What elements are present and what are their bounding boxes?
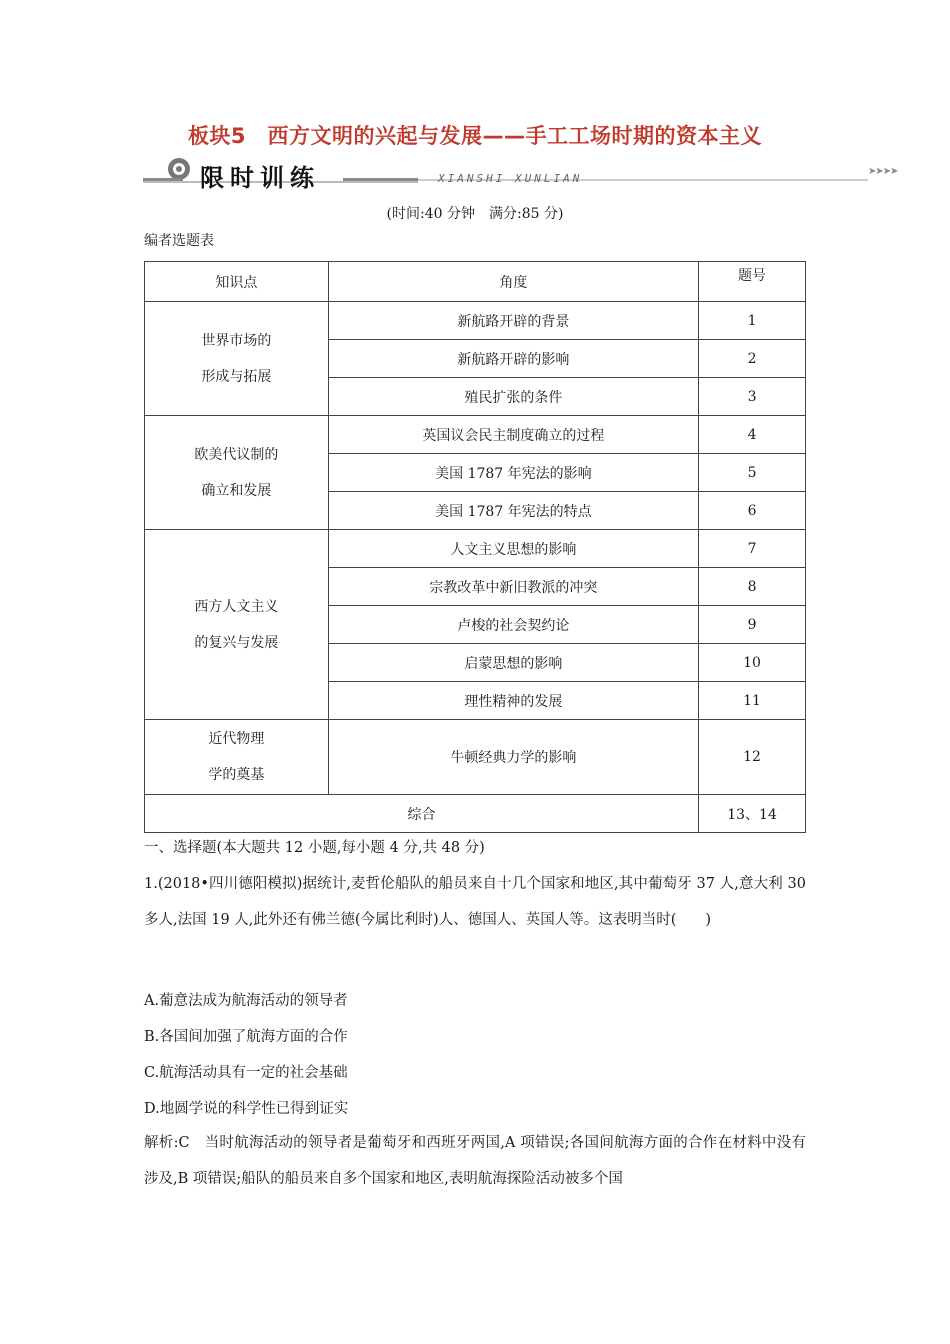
knowledge-line: 形成与拓展 xyxy=(201,368,272,385)
option-a: A.葡意法成为航海活动的领导者 xyxy=(144,993,348,1009)
angle-cell: 美国 1787 年宪法的特点 xyxy=(328,492,698,530)
angle-cell: 理性精神的发展 xyxy=(328,682,698,720)
knowledge-cell xyxy=(145,416,329,530)
angle-cell: 美国 1787 年宪法的影响 xyxy=(328,454,698,492)
page-title: 板块5 西方文明的兴起与发展——手工工场时期的资本主义 xyxy=(187,124,763,148)
table-row xyxy=(145,720,806,795)
knowledge-line: 世界市场的 xyxy=(201,332,272,349)
angle-cell: 英国议会民主制度确立的过程 xyxy=(328,416,698,454)
banner-label: 限时训练 xyxy=(200,164,320,192)
table-row xyxy=(145,416,806,454)
number-cell: 7 xyxy=(699,530,806,568)
knowledge-line: 近代物理 xyxy=(208,731,265,747)
knowledge-cell xyxy=(145,720,329,795)
number-cell: 1 xyxy=(699,302,806,340)
angle-cell: 人文主义思想的影响 xyxy=(328,530,698,568)
number-cell: 10 xyxy=(699,644,806,682)
table-caption: 编者选题表 xyxy=(144,233,214,249)
angle-cell: 牛顿经典力学的影响 xyxy=(328,720,698,795)
angle-cell: 宗教改革中新旧教派的冲突 xyxy=(328,568,698,606)
number-cell: 12 xyxy=(699,720,806,795)
section-heading: 一、选择题(本大题共 12 小题,每小题 4 分,共 48 分) xyxy=(144,840,485,856)
option-d: D.地圆学说的科学性已得到证实 xyxy=(144,1101,349,1117)
table-row xyxy=(145,530,806,568)
number-cell: 4 xyxy=(699,416,806,454)
number-cell: 11 xyxy=(699,682,806,720)
knowledge-line: 的复兴与发展 xyxy=(194,634,279,651)
time-info: (时间:40 分钟 满分:85 分) xyxy=(386,206,564,222)
option-b: B.各国间加强了航海方面的合作 xyxy=(144,1029,348,1045)
question-stem: 1.(2018•四川德阳模拟)据统计,麦哲伦船队的船员来自十几个国家和地区,其中葡萄牙 37 人,意大利 30 多人,法国 19 人,此外还有佛兰德(今属比利时)人、德国人、英国人等。这表明当时( ) xyxy=(144,876,806,928)
topic-table xyxy=(144,261,806,833)
header-number: 题号 xyxy=(699,262,806,302)
number-cell: 6 xyxy=(699,492,806,530)
number-cell: 5 xyxy=(699,454,806,492)
knowledge-line: 学的奠基 xyxy=(208,767,265,783)
number-cell: 9 xyxy=(699,606,806,644)
banner-arrows-icon: ➤➤➤➤ xyxy=(868,166,898,177)
answer-analysis: 解析:C 当时航海活动的领导者是葡萄牙和西班牙两国,A 项错误;各国间航海方面的合作在材料中没有涉及,B 项错误;船队的船员来自多个国家和地区,表明航海探险活动被多个国 xyxy=(144,1135,806,1187)
knowledge-line: 西方人文主义 xyxy=(194,598,279,615)
number-cell: 2 xyxy=(699,340,806,378)
summary-row xyxy=(145,795,806,833)
summary-number: 13、14 xyxy=(699,795,806,833)
knowledge-line: 确立和发展 xyxy=(201,482,272,499)
summary-label: 综合 xyxy=(145,795,699,833)
angle-cell: 启蒙思想的影响 xyxy=(328,644,698,682)
knowledge-cell xyxy=(145,530,329,720)
knowledge-line: 欧美代议制的 xyxy=(194,446,279,463)
header-angle: 角度 xyxy=(328,262,698,302)
table-row xyxy=(145,302,806,340)
number-cell: 3 xyxy=(699,378,806,416)
angle-cell: 殖民扩张的条件 xyxy=(328,378,698,416)
knowledge-cell xyxy=(145,302,329,416)
angle-cell: 新航路开辟的影响 xyxy=(328,340,698,378)
table-header-row xyxy=(145,262,806,302)
banner-pinyin: XIANSHI XUNLIAN xyxy=(438,172,583,185)
angle-cell: 卢梭的社会契约论 xyxy=(328,606,698,644)
header-knowledge: 知识点 xyxy=(145,262,329,302)
angle-cell: 新航路开辟的背景 xyxy=(328,302,698,340)
number-cell: 8 xyxy=(699,568,806,606)
option-c: C.航海活动具有一定的社会基础 xyxy=(144,1065,348,1081)
